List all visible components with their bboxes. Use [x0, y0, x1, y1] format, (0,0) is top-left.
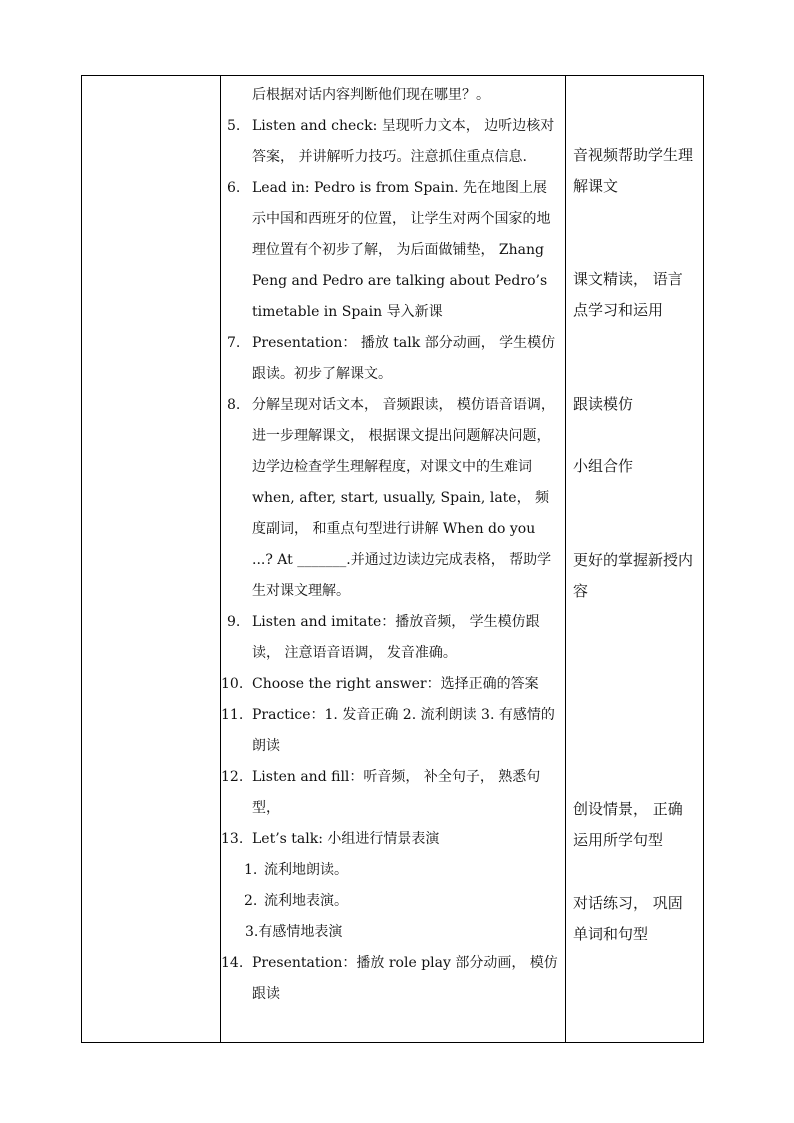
note-scenario: 创设情景， 正确运用所学句型 — [573, 800, 683, 849]
lesson-plan-table — [81, 75, 704, 1043]
list-item: 1. 流利地朗读。 — [244, 862, 348, 878]
note-dialogue-practice: 对话练习， 巩固单词和句型 — [573, 894, 683, 943]
note-imitate: 跟读模仿 — [573, 395, 634, 413]
list-item: 2. 流利地表演。 — [244, 893, 348, 909]
table-row — [82, 76, 704, 1043]
list-item: 7. Presentation： 播放 talk 部分动画， 学生模仿跟读。初步了解课文。 — [227, 335, 556, 382]
note-group-work: 小组合作 — [573, 457, 634, 475]
note-mastery: 更好的掌握新授内容 — [573, 551, 694, 600]
list-item: 12. Listen and fill：听音频， 补全句子， 熟悉句型， — [221, 769, 541, 816]
notes-column — [566, 76, 703, 1042]
list-item: 6. Lead in: Pedro is from Spain. 先在地图上展示中国和西班牙的位置， 让学生对两个国家的地理位置有个初步了解， 为后面做铺垫， Zhang Peng and Pedro are talking about Pedro’s timetable in Spain 导入新课 — [227, 180, 551, 320]
list-item: 9. Listen and imitate：播放音频， 学生模仿跟读， 注意语音语调， 发音准确。 — [227, 614, 540, 661]
list-item: 5. Listen and check: 呈现听力文本， 边听边核对答案， 并讲解听力技巧。注意抓住重点信息. — [227, 118, 555, 165]
list-item: 后根据对话内容判断他们现在哪里？。 — [252, 87, 490, 103]
list-item: 11. Practice：1. 发音正确 2. 流利朗读 3. 有感情的朗读 — [221, 707, 555, 754]
procedure-list — [221, 76, 565, 1010]
list-item: 8. 分解呈现对话文本， 音频跟读， 模仿语音语调， 进一步理解课文， 根据课文提出问题解决问题， 边学边检查学生理解程度，对课文中的生难词 when, after, start, usually, Spain, late， 频度副词， 和重点句型进行讲解 When do you ...? At _______.并通过边读边完成表格， 帮助学生对课文理解。 — [227, 397, 555, 599]
list-item: 3.有感情地表演 — [245, 924, 343, 940]
note-av-support: 音视频帮助学生理解课文 — [573, 146, 694, 195]
note-intensive-reading: 课文精读， 语言点学习和运用 — [573, 270, 683, 319]
list-item: 13. Let’s talk: 小组进行情景表演 — [221, 831, 440, 847]
procedure-cell — [221, 76, 566, 1043]
empty-left-cell — [82, 76, 221, 1043]
list-item: 10. Choose the right answer：选择正确的答案 — [221, 676, 539, 692]
notes-cell — [566, 76, 704, 1043]
list-item: 14. Presentation：播放 role play 部分动画， 模仿跟读 — [221, 955, 558, 1002]
